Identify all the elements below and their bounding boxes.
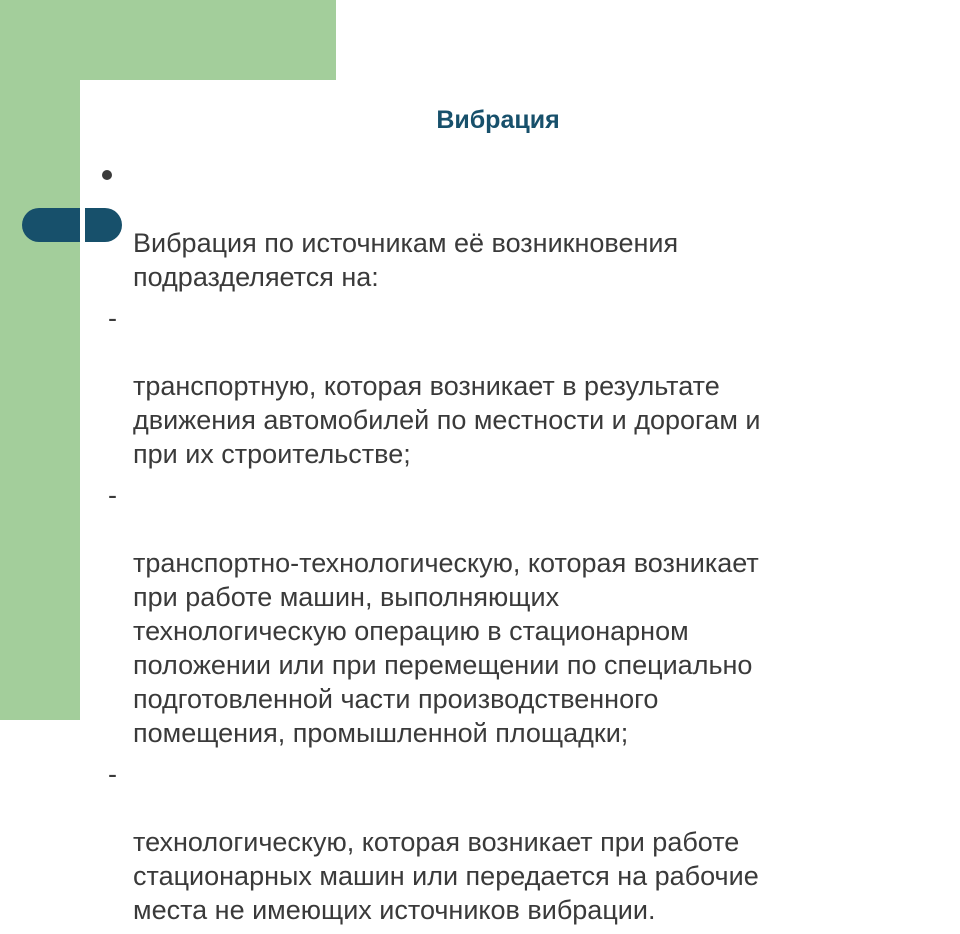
list-item — [100, 301, 900, 471]
slide-title: Вибрация — [436, 106, 560, 134]
green-top-band — [0, 0, 336, 80]
list-item-text: технологическую, которая возникает при работе стационарных машин или передается на рабочие места не имеющих источников вибрации. — [133, 827, 759, 925]
dash-marker: - — [108, 759, 117, 789]
bullet-dot-icon — [102, 170, 112, 180]
intro-text: Вибрация по источникам её возникновения подразделяется на: — [133, 228, 679, 292]
dash-marker: - — [108, 303, 117, 333]
intro-paragraph — [100, 158, 900, 294]
dash-marker: - — [108, 480, 117, 510]
list-item-text: транспортно-технологическую, которая возникает при работе машин, выполняющих технологическую операцию в стационарном положении или при перемещении по специально подготовленной части производственного помещения, промышленной площадки; — [133, 548, 759, 748]
slide-body — [100, 158, 900, 934]
list-item — [100, 757, 900, 927]
list-item — [100, 478, 900, 750]
list-item-text: транспортную, которая возникает в результате движения автомобилей по местности и дорогам и при их строительстве; — [133, 371, 761, 469]
accent-divider — [80, 208, 85, 242]
